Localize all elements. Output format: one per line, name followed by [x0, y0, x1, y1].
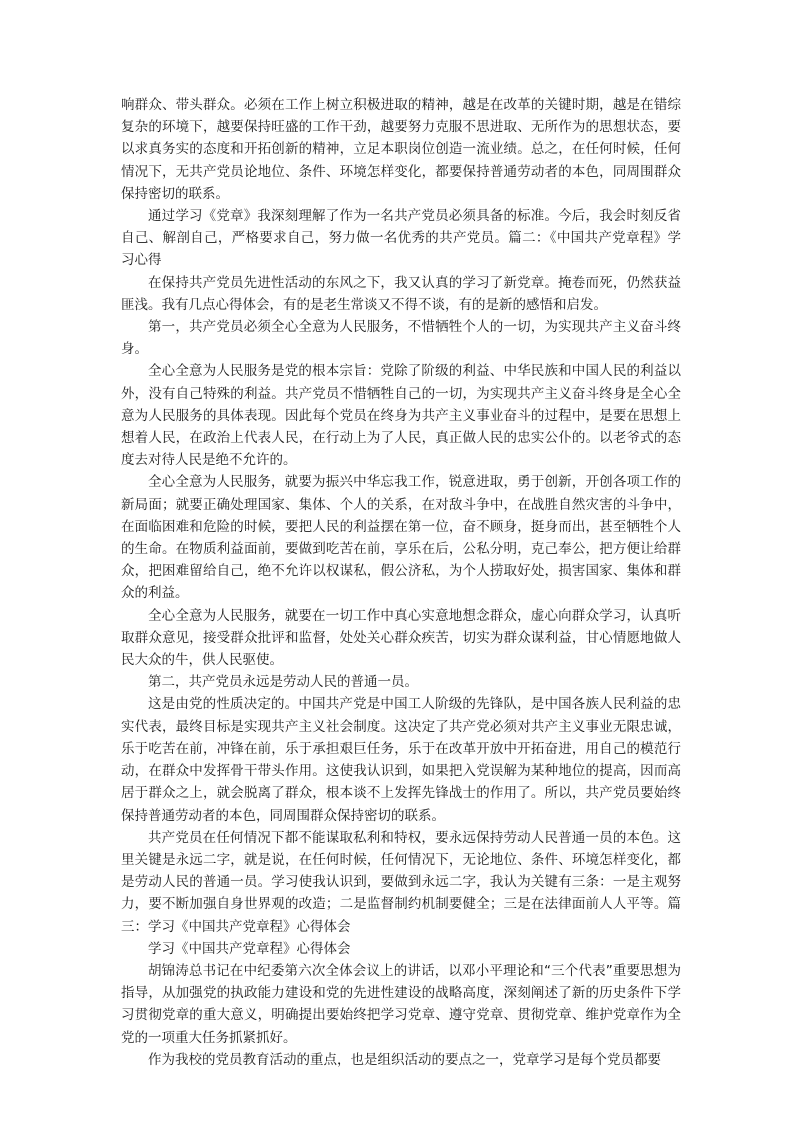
paragraph-10: 共产党员在任何情况下都不能谋取私利和特权，要永远保持劳动人民普通一员的本色。这里关键是永远二字，就是说，在任何时候，任何情况下，无论地位、条件、环境怎样变化，都是劳动人民的普通一员。学习使我认识到，要做到永远二字，我认为关键有三条：一是主观努力，要不断加强自身世界观的改造；二是监督制约机制要健全；三是在法律面前人人平等。篇三：学习《中国共产党章程》心得体会 [121, 829, 681, 935]
paragraph-5: 全心全意为人民服务是党的根本宗旨：党除了阶级的利益、中华民族和中国人民的利益以外，没有自己特殊的利益。共产党员不惜牺牲自己的一切，为实现共产主义奋斗终身是全心全意为人民服务的具体表现。因此每个党员在终身为共产主义事业奋斗的过程中，是要在思想上想着人民，在政治上代表人民，在行动上为了人民，真正做人民的忠实公仆的。以老爷式的态度去对待人民是绝不允许的。 [121, 363, 681, 469]
paragraph-6: 全心全意为人民服务，就要为振兴中华忘我工作，锐意进取，勇于创新，开创各项工作的新局面；就要正确处理国家、集体、个人的关系，在对敌斗争中，在战胜自然灾害的斗争中，在面临困难和危险的时候，要把人民的利益摆在第一位，奋不顾身，挺身而出，甚至牺牲个人的生命。在物质利益面前，要做到吃苦在前，享乐在后，公私分明，克己奉公，把方便让给群众，把困难留给自己，绝不允许以权谋私，假公济私，为个人捞取好处，损害国家、集体和群众的利益。 [121, 474, 681, 602]
paragraph-9: 这是由党的性质决定的。中国共产党是中国工人阶级的先锋队，是中国各族人民利益的忠实代表，最终目标是实现共产主义社会制度。这决定了共产党必须对共产主义事业无限忠诚，乐于吃苦在前，冲锋在前，乐于承担艰巨任务，乐于在改革开放中开拓奋进，用自己的模范行动，在群众中发挥骨干带头作用。这使我认识到，如果把入党误解为某种地位的提高，因而高居于群众之上，就会脱离了群众，根本谈不上发挥先锋战士的作用了。所以，共产党员要始终保持普通劳动者的本色，同周围群众保持密切的联系。 [121, 696, 681, 824]
paragraph-4: 第一，共产党员必须全心全意为人民服务，不惜牺牲个人的一切，为实现共产主义奋斗终身。 [121, 319, 681, 358]
paragraph-13: 作为我校的党员教育活动的重点，也是组织活动的要点之一，党章学习是每个党员都要 [148, 1051, 661, 1068]
paragraph-12: 胡锦涛总书记在中纪委第六次全体会议上的讲话，以邓小平理论和“三个代表”重要思想为指导，从加强党的执政能力建设和党的先进性建设的战略高度，深刻阐述了新的历史条件下学习贯彻党章的重大意义，明确提出要始终把学习党章、遵守党章、贯彻党章、维护党章作为全党的一项重大任务抓紧抓好。 [121, 962, 681, 1046]
paragraph-7: 全心全意为人民服务，就要在一切工作中真心实意地想念群众，虚心向群众学习，认真听取群众意见，接受群众批评和监督，处处关心群众疾苦，切实为群众谋利益，甘心情愿地做人民大众的牛，供人民驱使。 [121, 607, 681, 669]
paragraph-2: 通过学习《党章》我深刻理解了作为一名共产党员必须具备的标准。今后，我会时刻反省自己、解剖自己，严格要求自己，努力做一名优秀的共产党员。篇二：《中国共产党章程》学习心得 [121, 208, 681, 269]
paragraph-11: 学习《中国共产党章程》心得体会 [148, 940, 351, 957]
paragraph-8: 第二，共产党员永远是劳动人民的普通一员。 [148, 674, 418, 691]
paragraph-3: 在保持共产党员先进性活动的东风之下，我又认真的学习了新党章。掩卷而死，仍然获益匪浅。我有几点心得体会，有的是老生常谈又不得不谈，有的是新的感悟和启发。 [121, 274, 681, 313]
paragraph-1: 响群众、带头群众。必须在工作上树立积极进取的精神，越是在改革的关键时期，越是在错综复杂的环境下，越要保持旺盛的工作干劲，越要努力克服不思进取、无所作为的思想状态，要以求真务实的态度和开拓创新的精神，立足本职岗位创造一流业绩。总之，在任何时候，任何情况下，无共产党员论地位、条件、环境怎样变化，都要保持普通劳动者的本色，同周围群众保持密切的联系。 [121, 97, 681, 202]
document-page [121, 94, 681, 1071]
